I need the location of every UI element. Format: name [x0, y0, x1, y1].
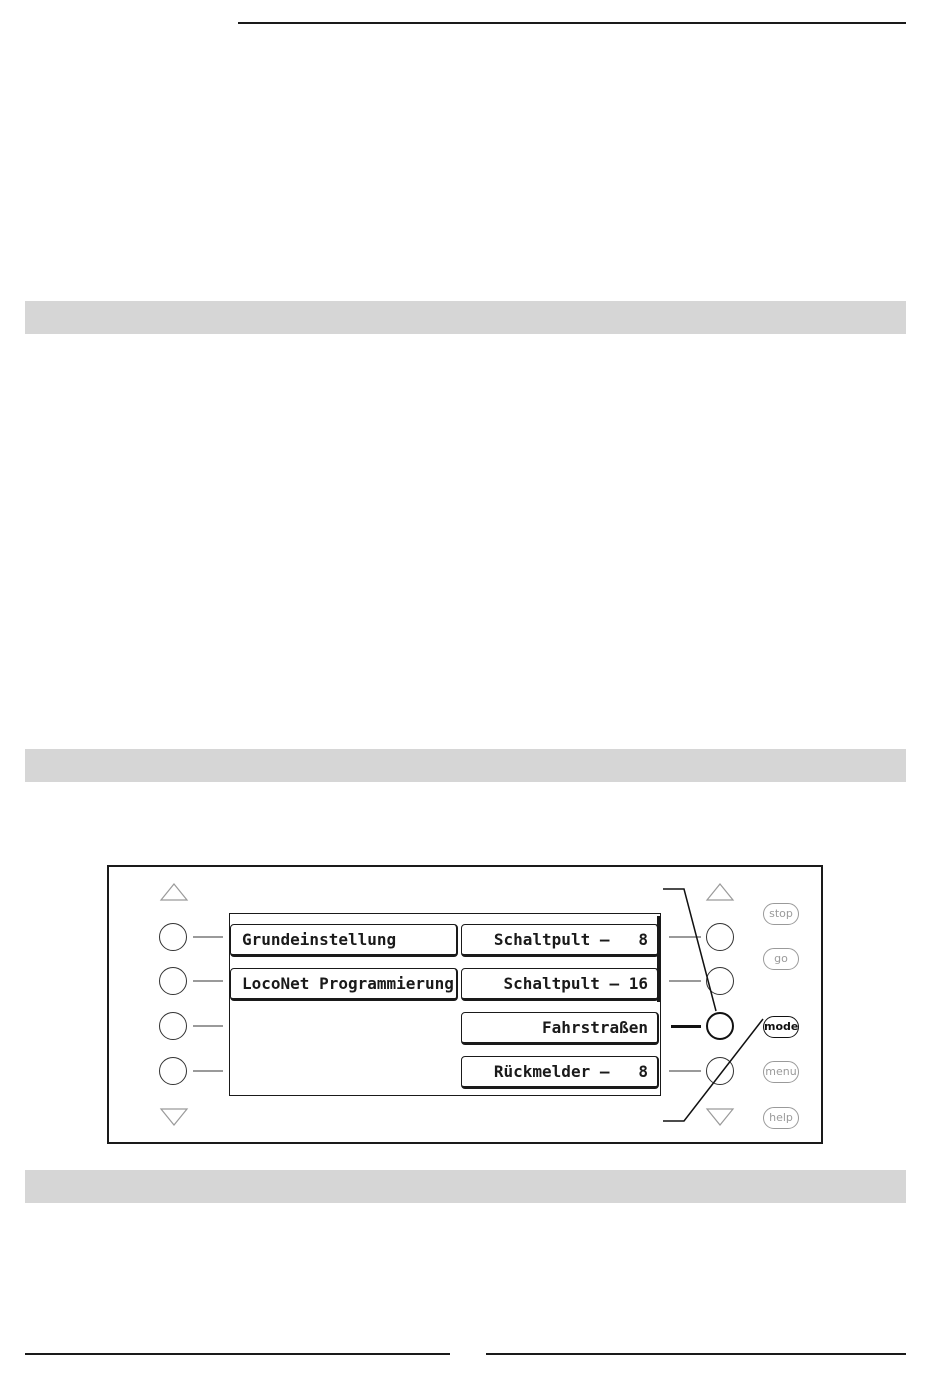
bottom-rule-left [25, 1353, 450, 1355]
menu-button[interactable]: menu [763, 1061, 799, 1083]
stop-button[interactable]: stop [763, 903, 799, 925]
menu-item-loconet-programmierung[interactable]: LocoNet Programmierung [230, 968, 458, 1001]
menu-item-schaltpult-16[interactable]: Schaltpult – 16 [461, 968, 659, 1001]
menu-item-fahrstrassen[interactable]: Fahrstraßen [461, 1012, 659, 1045]
top-rule [238, 22, 906, 24]
intellibox-panel [107, 865, 823, 1144]
menu-item-grundeinstellung[interactable]: Grundeinstellung [230, 924, 458, 957]
section-band-2 [25, 749, 906, 782]
bottom-rule-right [486, 1353, 906, 1355]
section-band-1 [25, 301, 906, 334]
help-button[interactable]: help [763, 1107, 799, 1129]
mode-button[interactable]: mode [763, 1016, 799, 1038]
menu-item-schaltpult-8[interactable]: Schaltpult – 8 [461, 924, 659, 957]
go-button[interactable]: go [763, 948, 799, 970]
callout-lines [109, 867, 821, 1142]
menu-item-rueckmelder-8[interactable]: Rückmelder – 8 [461, 1056, 659, 1089]
section-band-3 [25, 1170, 906, 1203]
